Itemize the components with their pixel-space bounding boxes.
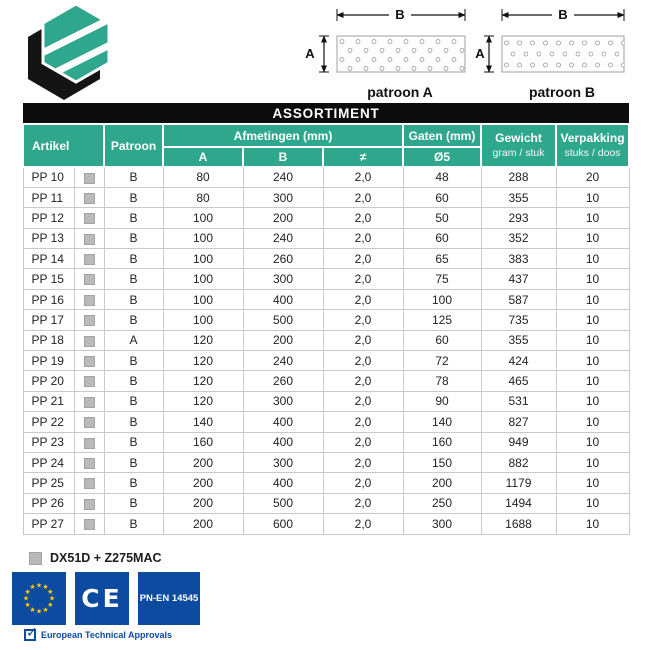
hole-diameter-cell: 100 <box>403 289 481 309</box>
dim-b-cell: 300 <box>243 269 323 289</box>
weight-cell: 531 <box>481 391 556 411</box>
patroon-cell: B <box>104 310 163 330</box>
weight-cell: 383 <box>481 249 556 269</box>
dim-a-cell: 100 <box>163 310 243 330</box>
dim-a-cell: 200 <box>163 452 243 472</box>
thickness-cell: 2,0 <box>323 228 403 248</box>
thickness-cell: 2,0 <box>323 391 403 411</box>
dim-b-cell: 240 <box>243 351 323 371</box>
dim-b-cell: 240 <box>243 167 323 187</box>
patroon-cell: B <box>104 391 163 411</box>
material-swatch-cell <box>74 514 104 534</box>
patroon-cell: B <box>104 371 163 391</box>
table-row <box>23 167 629 187</box>
svg-text:★: ★ <box>24 588 31 596</box>
artikel-cell: PP 16 <box>23 289 74 309</box>
dim-a-cell: 200 <box>163 493 243 513</box>
hole-diameter-cell: 150 <box>403 452 481 472</box>
hole-diameter-cell: 125 <box>403 310 481 330</box>
dim-a-cell: 140 <box>163 412 243 432</box>
material-swatch-icon <box>84 519 95 530</box>
header-verpakking <box>556 124 629 167</box>
packaging-cell: 20 <box>556 167 629 187</box>
material-swatch-icon <box>84 376 95 387</box>
artikel-cell: PP 21 <box>23 391 74 411</box>
material-swatch-icon <box>84 213 95 224</box>
subheader-diameter: Ø5 <box>403 147 481 167</box>
patroon-cell: B <box>104 432 163 452</box>
table-row <box>23 249 629 269</box>
hole-diameter-cell: 300 <box>403 514 481 534</box>
dim-b-cell: 300 <box>243 391 323 411</box>
packaging-cell: 10 <box>556 493 629 513</box>
packaging-cell: 10 <box>556 289 629 309</box>
patroon-cell: B <box>104 493 163 513</box>
material-swatch-icon <box>84 478 95 489</box>
dim-a-cell: 120 <box>163 371 243 391</box>
patroon-cell: B <box>104 412 163 432</box>
weight-cell: 437 <box>481 269 556 289</box>
material-swatch-icon <box>84 295 95 306</box>
material-swatch-cell <box>74 432 104 452</box>
artikel-cell: PP 17 <box>23 310 74 330</box>
dim-a-cell: 80 <box>163 187 243 207</box>
table-row <box>23 330 629 350</box>
material-swatch-cell <box>74 228 104 248</box>
material-swatch-icon <box>84 254 95 265</box>
thickness-cell: 2,0 <box>323 432 403 452</box>
dim-b-cell: 300 <box>243 452 323 472</box>
logo-front-hexagon <box>43 4 109 82</box>
artikel-cell: PP 11 <box>23 187 74 207</box>
dim-b-cell: 200 <box>243 330 323 350</box>
weight-cell: 587 <box>481 289 556 309</box>
material-swatch-icon <box>84 336 95 347</box>
artikel-cell: PP 12 <box>23 208 74 228</box>
subheader-a: A <box>163 147 243 167</box>
eu-flag-icon <box>12 572 66 625</box>
assortiment-table <box>22 103 630 535</box>
dim-a-cell: 100 <box>163 208 243 228</box>
material-swatch-cell <box>74 371 104 391</box>
artikel-cell: PP 19 <box>23 351 74 371</box>
packaging-cell: 10 <box>556 391 629 411</box>
table-row <box>23 289 629 309</box>
hole-diameter-cell: 75 <box>403 269 481 289</box>
weight-cell: 1688 <box>481 514 556 534</box>
assortiment-body <box>23 167 629 534</box>
material-swatch-cell <box>74 289 104 309</box>
material-swatch-cell <box>74 330 104 350</box>
diagram-patroon-b <box>474 3 630 100</box>
dim-b-cell: 300 <box>243 187 323 207</box>
dim-a-cell: 100 <box>163 289 243 309</box>
thickness-cell: 2,0 <box>323 351 403 371</box>
weight-cell: 882 <box>481 452 556 472</box>
patroon-cell: B <box>104 167 163 187</box>
packaging-cell: 10 <box>556 351 629 371</box>
thickness-cell: 2,0 <box>323 371 403 391</box>
hole-diameter-cell: 200 <box>403 473 481 493</box>
packaging-cell: 10 <box>556 249 629 269</box>
hole-diameter-cell: 60 <box>403 187 481 207</box>
svg-text:★: ★ <box>42 583 49 592</box>
hole-diameter-cell: 60 <box>403 228 481 248</box>
table-title: ASSORTIMENT <box>23 103 629 124</box>
hole-diameter-cell: 140 <box>403 412 481 432</box>
artikel-cell: PP 18 <box>23 330 74 350</box>
diagram-b-caption: patroon B <box>528 84 596 100</box>
dim-a-cell: 100 <box>163 249 243 269</box>
norm-label: PN-EN 14545 <box>139 593 199 604</box>
weight-cell: 465 <box>481 371 556 391</box>
artikel-cell: PP 14 <box>23 249 74 269</box>
packaging-cell: 10 <box>556 452 629 472</box>
dim-b-cell: 600 <box>243 514 323 534</box>
table-row <box>23 269 629 289</box>
dim-a-label: A <box>305 46 315 61</box>
patroon-cell: B <box>104 228 163 248</box>
dim-b-cell: 400 <box>243 412 323 432</box>
dim-b-cell: 400 <box>243 289 323 309</box>
patroon-cell: B <box>104 452 163 472</box>
table-row <box>23 493 629 513</box>
hole-diameter-cell: 90 <box>403 391 481 411</box>
svg-text:★: ★ <box>29 583 36 592</box>
artikel-cell: PP 10 <box>23 167 74 187</box>
header-artikel: Artikel <box>23 124 104 167</box>
dim-b-cell: 400 <box>243 473 323 493</box>
hole-diameter-cell: 65 <box>403 249 481 269</box>
table-row <box>23 351 629 371</box>
thickness-cell: 2,0 <box>323 310 403 330</box>
weight-cell: 827 <box>481 412 556 432</box>
material-swatch-cell <box>74 269 104 289</box>
certification-badges <box>12 572 200 625</box>
weight-cell: 1494 <box>481 493 556 513</box>
hole-diameter-cell: 48 <box>403 167 481 187</box>
dim-a-cell: 100 <box>163 269 243 289</box>
packaging-cell: 10 <box>556 473 629 493</box>
material-swatch-icon <box>84 193 95 204</box>
patroon-a-drawing <box>303 3 471 83</box>
hole-diameter-cell: 250 <box>403 493 481 513</box>
checkmark-icon: ✓ <box>26 624 38 640</box>
patroon-cell: A <box>104 330 163 350</box>
header-gewicht-label: Gewicht <box>495 131 542 146</box>
thickness-cell: 2,0 <box>323 412 403 432</box>
table-row <box>23 391 629 411</box>
material-swatch-cell <box>74 187 104 207</box>
dim-a-cell: 200 <box>163 514 243 534</box>
packaging-cell: 10 <box>556 208 629 228</box>
material-swatch-icon <box>84 417 95 428</box>
material-swatch-cell <box>74 473 104 493</box>
thickness-cell: 2,0 <box>323 493 403 513</box>
hole-diameter-cell: 160 <box>403 432 481 452</box>
packaging-cell: 10 <box>556 269 629 289</box>
material-swatch-icon <box>84 499 95 510</box>
dim-a-cell: 120 <box>163 351 243 371</box>
hole-diameter-cell: 78 <box>403 371 481 391</box>
table-row <box>23 412 629 432</box>
material-swatch-icon <box>84 234 95 245</box>
norm-badge <box>138 572 200 625</box>
artikel-cell: PP 25 <box>23 473 74 493</box>
dim-b-cell: 500 <box>243 493 323 513</box>
artikel-cell: PP 20 <box>23 371 74 391</box>
thickness-cell: 2,0 <box>323 289 403 309</box>
dim-a-label: A <box>475 46 485 61</box>
patroon-cell: B <box>104 249 163 269</box>
material-swatch-cell <box>74 310 104 330</box>
table-row <box>23 514 629 534</box>
svg-text:★: ★ <box>47 601 54 609</box>
artikel-cell: PP 22 <box>23 412 74 432</box>
thickness-cell: 2,0 <box>323 473 403 493</box>
dim-b-cell: 200 <box>243 208 323 228</box>
dim-a-cell: 120 <box>163 330 243 350</box>
weight-cell: 424 <box>481 351 556 371</box>
weight-cell: 355 <box>481 330 556 350</box>
material-swatch-cell <box>74 391 104 411</box>
eu-flag-badge <box>12 572 66 625</box>
material-swatch-icon <box>84 438 95 449</box>
patroon-cell: B <box>104 208 163 228</box>
artikel-cell: PP 26 <box>23 493 74 513</box>
patroon-cell: B <box>104 351 163 371</box>
diagram-a-caption: patroon A <box>367 84 433 100</box>
material-swatch-cell <box>74 351 104 371</box>
thickness-cell: 2,0 <box>323 187 403 207</box>
dim-b-label: B <box>558 7 568 22</box>
table-row <box>23 452 629 472</box>
subheader-b: B <box>243 147 323 167</box>
table-row <box>23 371 629 391</box>
thickness-cell: 2,0 <box>323 249 403 269</box>
header-verpakking-label: Verpakking <box>560 131 625 146</box>
material-swatch-cell <box>74 208 104 228</box>
hole-diameter-cell: 50 <box>403 208 481 228</box>
subheader-thickness: ≠ <box>323 147 403 167</box>
material-swatch-icon <box>84 356 95 367</box>
hole-diameter-cell: 72 <box>403 351 481 371</box>
weight-cell: 1179 <box>481 473 556 493</box>
packaging-cell: 10 <box>556 187 629 207</box>
weight-cell: 735 <box>481 310 556 330</box>
packaging-cell: 10 <box>556 412 629 432</box>
thickness-cell: 2,0 <box>323 167 403 187</box>
material-swatch-cell <box>74 167 104 187</box>
material-swatch-cell <box>74 452 104 472</box>
patroon-b-drawing <box>474 3 630 83</box>
dim-a-cell: 100 <box>163 228 243 248</box>
material-swatch-cell <box>74 412 104 432</box>
dim-a-cell: 120 <box>163 391 243 411</box>
diagram-patroon-a <box>303 3 471 100</box>
packaging-cell: 10 <box>556 432 629 452</box>
header-patroon: Patroon <box>104 124 163 167</box>
dim-a-cell: 160 <box>163 432 243 452</box>
material-swatch-icon <box>84 458 95 469</box>
ce-mark-badge <box>75 572 129 625</box>
patroon-cell: B <box>104 289 163 309</box>
thickness-cell: 2,0 <box>323 452 403 472</box>
patroon-cell: B <box>104 269 163 289</box>
svg-text:★: ★ <box>48 594 56 603</box>
packaging-cell: 10 <box>556 371 629 391</box>
header-verpakking-sub: stuks / doos <box>564 146 621 159</box>
header-afmetingen: Afmetingen (mm) <box>163 124 403 147</box>
patroon-cell: B <box>104 514 163 534</box>
dim-a-cell: 80 <box>163 167 243 187</box>
table-row <box>23 310 629 330</box>
svg-text:★: ★ <box>22 594 30 603</box>
packaging-cell: 10 <box>556 330 629 350</box>
artikel-cell: PP 27 <box>23 514 74 534</box>
material-swatch-cell <box>74 249 104 269</box>
weight-cell: 949 <box>481 432 556 452</box>
ce-mark-label: CE <box>81 584 123 613</box>
material-swatch-cell <box>74 493 104 513</box>
material-legend <box>29 551 162 565</box>
svg-text:★: ★ <box>35 581 43 590</box>
weight-cell: 293 <box>481 208 556 228</box>
artikel-cell: PP 13 <box>23 228 74 248</box>
table-row <box>23 228 629 248</box>
packaging-cell: 10 <box>556 310 629 330</box>
svg-text:★: ★ <box>35 607 43 616</box>
header-gewicht-sub: gram / stuk <box>492 146 545 159</box>
dim-a-cell: 200 <box>163 473 243 493</box>
dim-b-cell: 400 <box>243 432 323 452</box>
packaging-cell: 10 <box>556 514 629 534</box>
brand-hexagon-logo <box>14 2 126 100</box>
material-swatch-icon <box>29 552 42 565</box>
header-gaten: Gaten (mm) <box>403 124 481 147</box>
weight-cell: 288 <box>481 167 556 187</box>
eta-approval <box>24 624 173 641</box>
svg-text:★: ★ <box>24 601 31 609</box>
patroon-cell: B <box>104 473 163 493</box>
thickness-cell: 2,0 <box>323 514 403 534</box>
dim-b-cell: 260 <box>243 371 323 391</box>
dim-b-cell: 260 <box>243 249 323 269</box>
thickness-cell: 2,0 <box>323 208 403 228</box>
material-swatch-icon <box>84 315 95 326</box>
thickness-cell: 2,0 <box>323 269 403 289</box>
material-swatch-icon <box>84 173 95 184</box>
header-gewicht <box>481 124 556 167</box>
dim-b-cell: 240 <box>243 228 323 248</box>
table-row <box>23 432 629 452</box>
weight-cell: 355 <box>481 187 556 207</box>
dim-b-cell: 500 <box>243 310 323 330</box>
artikel-cell: PP 23 <box>23 432 74 452</box>
artikel-cell: PP 24 <box>23 452 74 472</box>
table-row <box>23 208 629 228</box>
material-swatch-icon <box>84 274 95 285</box>
weight-cell: 352 <box>481 228 556 248</box>
svg-text:★: ★ <box>42 605 49 614</box>
dim-b-label: B <box>395 7 405 22</box>
svg-text:★: ★ <box>29 605 36 614</box>
svg-text:★: ★ <box>47 588 54 596</box>
artikel-cell: PP 15 <box>23 269 74 289</box>
eta-label: European Technical Approvals <box>41 630 173 640</box>
packaging-cell: 10 <box>556 228 629 248</box>
table-row <box>23 187 629 207</box>
patroon-cell: B <box>104 187 163 207</box>
thickness-cell: 2,0 <box>323 330 403 350</box>
hole-diameter-cell: 60 <box>403 330 481 350</box>
checkmark-box-icon <box>24 624 38 641</box>
material-swatch-icon <box>84 397 95 408</box>
table-row <box>23 473 629 493</box>
material-legend-label: DX51D + Z275MAC <box>50 551 162 565</box>
